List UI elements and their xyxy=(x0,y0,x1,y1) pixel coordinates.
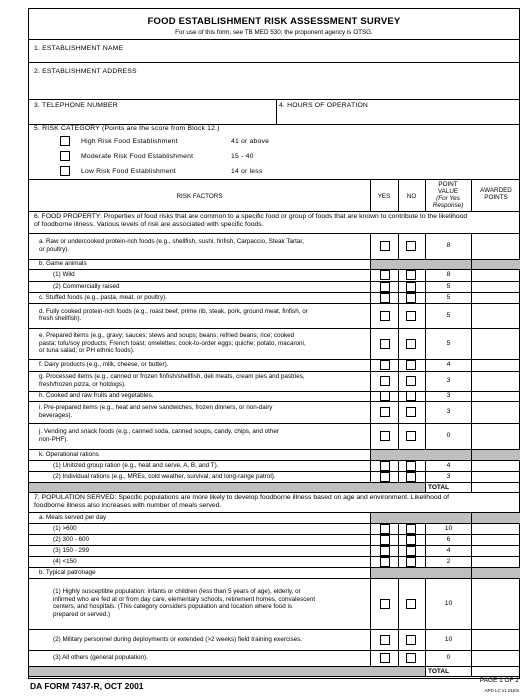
section-7-intro: 7. POPULATION SERVED: Specific populations are more likely to develop foodborne illness based on age and environment. Likelihood of foodborne illness also increases with number of meals served. xyxy=(34,494,449,509)
total-label: TOTAL xyxy=(428,668,450,675)
risk-factor-text: (2) Military personnel during deployments or extended (>2 weeks) field training exercises. xyxy=(53,635,303,643)
block-1-label: 1. ESTABLISHMENT NAME xyxy=(34,45,124,52)
point-value: 5 xyxy=(446,339,451,347)
risk-factor-text: (2) Commercially raised xyxy=(53,282,120,290)
risk-factor-text: f. Dairy products (e.g., milk, cheese, or butter). xyxy=(39,361,169,369)
table-row xyxy=(29,371,370,391)
yes-checkbox[interactable] xyxy=(380,557,390,567)
table-row xyxy=(29,629,370,650)
risk-factors-header: RISK FACTORS xyxy=(176,193,223,200)
risk-factor-text: (4) <150 xyxy=(53,557,77,565)
risk-factor-text: b. Game animals xyxy=(39,260,87,268)
point-value: 8 xyxy=(446,242,451,249)
point-value: 0 xyxy=(446,654,451,661)
table-row xyxy=(29,471,370,482)
high-risk-checkbox[interactable] xyxy=(60,136,70,146)
yes-header: YES xyxy=(377,193,391,200)
low-risk-range: 14 or less xyxy=(231,168,263,175)
table-row xyxy=(29,391,370,401)
no-checkbox[interactable] xyxy=(406,241,416,251)
awarded-points-field[interactable] xyxy=(472,303,520,328)
point-value: 0 xyxy=(446,432,451,439)
point-value: 10 xyxy=(444,599,453,607)
risk-factor-text: (1) Wild xyxy=(53,271,75,279)
table-row xyxy=(29,269,370,281)
block-2-label: 2. ESTABLISHMENT ADDRESS xyxy=(34,68,137,75)
risk-factor-text: c. Stuffed foods (e.g., pasta, meat, or poultry). xyxy=(39,293,167,301)
yes-checkbox[interactable] xyxy=(380,391,390,401)
point-value: 2 xyxy=(446,557,451,565)
point-value: 5 xyxy=(446,282,451,290)
page-number: PAGE 1 OF 2 xyxy=(479,677,519,684)
no-checkbox[interactable] xyxy=(406,653,416,663)
awarded-points-field[interactable] xyxy=(472,534,520,545)
table-row xyxy=(29,292,370,303)
awarded-points-field[interactable] xyxy=(472,423,520,449)
block-4-label: 4. HOURS OF OPERATION xyxy=(279,102,369,109)
shaded-cell xyxy=(371,450,471,460)
yes-checkbox[interactable] xyxy=(380,653,390,663)
total-shading xyxy=(29,667,425,676)
yes-checkbox[interactable] xyxy=(380,407,390,417)
awarded-points-field[interactable] xyxy=(472,328,520,359)
telephone-field[interactable] xyxy=(29,111,275,123)
shaded-cell xyxy=(472,260,520,269)
form-version: APD LC v1.01ES xyxy=(484,688,519,693)
no-checkbox[interactable] xyxy=(406,635,416,645)
point-value: 10 xyxy=(444,635,453,643)
awarded-points-field[interactable] xyxy=(472,578,520,629)
awarded-points-field[interactable] xyxy=(472,523,520,534)
table-row xyxy=(29,567,370,578)
low-risk-label: Low Risk Food Establishment xyxy=(81,168,176,175)
risk-factor-text: (3) All others (general population). xyxy=(53,654,148,662)
no-checkbox[interactable] xyxy=(406,472,416,482)
risk-factor-text: d. Fully cooked protein-rich foods (e.g., roast beef, prime rib, steak, pork, ground meat, finfish, or fresh shellfish). xyxy=(39,307,308,323)
yes-checkbox[interactable] xyxy=(380,431,390,441)
point-value: 5 xyxy=(446,311,451,319)
establishment-address-field[interactable] xyxy=(29,77,519,99)
point-value: 8 xyxy=(446,271,451,278)
risk-factor-text: g. Processed items (e.g., canned or frozen finfish/shellfish, deli meats, cream pies and pastries, fresh/frozen pizza, or hotdogs). xyxy=(39,373,305,388)
yes-checkbox[interactable] xyxy=(380,360,390,370)
shaded-cell xyxy=(472,568,520,578)
no-checkbox[interactable] xyxy=(406,360,416,370)
point-value: 3 xyxy=(446,408,451,415)
table-row xyxy=(29,449,370,460)
yes-checkbox[interactable] xyxy=(380,311,390,321)
total-field[interactable] xyxy=(472,666,520,676)
table-row xyxy=(29,328,370,359)
no-checkbox[interactable] xyxy=(406,270,416,280)
block-3-label: 3. TELEPHONE NUMBER xyxy=(34,102,118,109)
point-value: 5 xyxy=(446,293,451,301)
table-row xyxy=(29,534,370,545)
high-risk-label: High Risk Food Establishment xyxy=(81,138,178,145)
awarded-points-field[interactable] xyxy=(472,269,520,281)
form-subtitle: For use of this form, see TB MED 530; the proponent agency is OTSG. xyxy=(175,29,373,36)
table-row xyxy=(29,512,370,523)
table-row xyxy=(29,281,370,292)
shaded-cell xyxy=(472,450,520,460)
yes-checkbox[interactable] xyxy=(380,546,390,556)
risk-factor-text: a. Raw or undercooked protein-rich foods (e.g., shellfish, sushi, finfish, Carpaccio, Steak Tartar, or poultry). xyxy=(39,238,304,253)
moderate-risk-range: 15 - 40 xyxy=(231,153,254,160)
risk-factor-text: (1) >600 xyxy=(53,524,77,532)
yes-checkbox[interactable] xyxy=(380,270,390,280)
awarded-points-field[interactable] xyxy=(472,401,520,423)
no-checkbox[interactable] xyxy=(406,339,416,349)
table-row xyxy=(29,460,370,471)
risk-factor-text: k. Operational rations xyxy=(39,450,99,458)
no-checkbox[interactable] xyxy=(406,535,416,545)
high-risk-range: 41 or above xyxy=(231,138,270,145)
risk-assessment-form xyxy=(28,8,520,679)
no-checkbox[interactable] xyxy=(406,311,416,321)
no-checkbox[interactable] xyxy=(406,461,416,471)
table-row xyxy=(29,423,370,449)
no-checkbox[interactable] xyxy=(406,293,416,303)
no-checkbox[interactable] xyxy=(406,599,416,609)
total-label: TOTAL xyxy=(428,484,450,491)
point-value: 10 xyxy=(444,524,453,532)
risk-factor-text: e. Prepared items (e.g., gravy; sauces; stews and soups; beans; refried beans; rice; cooked pasta; tofu/soy products; French toast; omelettes; cook-to-order eggs; quiche; potato, macaroni, or tuna salad; or PH ethnic foods). xyxy=(39,332,306,355)
risk-factor-text: (3) 150 - 299 xyxy=(53,546,90,554)
table-row xyxy=(29,259,370,269)
yes-checkbox[interactable] xyxy=(380,376,390,386)
table-row xyxy=(29,401,370,423)
hours-field[interactable] xyxy=(278,111,519,123)
block-5-label: 5. RISK CATEGORY (Points are the score from Block 12.) xyxy=(34,125,220,132)
awarded-points-field[interactable] xyxy=(472,391,520,401)
yes-checkbox[interactable] xyxy=(380,635,390,645)
table-row xyxy=(29,359,370,371)
awarded-points-field[interactable] xyxy=(472,233,520,259)
no-checkbox[interactable] xyxy=(406,524,416,534)
shaded-cell xyxy=(371,568,471,578)
yes-checkbox[interactable] xyxy=(380,339,390,349)
no-checkbox[interactable] xyxy=(406,391,416,401)
form-id: DA FORM 7437-R, OCT 2001 xyxy=(30,681,144,691)
risk-factor-text: a. Meals served per day xyxy=(39,513,107,521)
awarded-points-field[interactable] xyxy=(472,359,520,371)
table-row xyxy=(29,523,370,534)
yes-checkbox[interactable] xyxy=(380,461,390,471)
awarded-points-field[interactable] xyxy=(472,292,520,303)
no-checkbox[interactable] xyxy=(406,282,416,292)
awarded-points-field[interactable] xyxy=(472,371,520,391)
table-row xyxy=(29,556,370,567)
yes-checkbox[interactable] xyxy=(380,282,390,292)
risk-factor-text: i. Pre-prepared items (e.g., heat and serve sandwiches, frozen dinners, or non-dairy beverages). xyxy=(39,404,273,419)
low-risk-checkbox[interactable] xyxy=(60,166,70,176)
total-field[interactable] xyxy=(472,482,520,492)
point-value: 4 xyxy=(446,361,451,368)
awarded-points-field[interactable] xyxy=(472,629,520,650)
risk-factor-text: h. Cooked and raw fruits and vegetables. xyxy=(39,392,154,400)
shaded-cell xyxy=(472,513,520,523)
awarded-points-field[interactable] xyxy=(472,650,520,666)
table-row xyxy=(29,303,370,328)
awarded-points-field[interactable] xyxy=(472,471,520,482)
yes-checkbox[interactable] xyxy=(380,535,390,545)
risk-factor-text: (1) Highly susceptible population: infants or children (less than 5 years of age), elderly, or infirmed who are fed at or from day care, elementary schools, retirement homes, convalescent centers, and hospitals. (This category considers population and location where food is prepared or served.) xyxy=(53,588,316,619)
no-checkbox[interactable] xyxy=(406,546,416,556)
awarded-points-field[interactable] xyxy=(472,556,520,567)
yes-checkbox[interactable] xyxy=(380,524,390,534)
point-value: 3 xyxy=(446,377,451,384)
no-checkbox[interactable] xyxy=(406,431,416,441)
risk-factor-text: j. Vending and snack foods (e.g., canned soda, canned soups, candy, chips, and other non-PHF). xyxy=(39,428,280,443)
shaded-cell xyxy=(371,260,471,269)
yes-checkbox[interactable] xyxy=(380,293,390,303)
table-row xyxy=(29,650,370,666)
point-value: 6 xyxy=(446,535,451,543)
no-header: NO xyxy=(406,193,417,200)
yes-checkbox[interactable] xyxy=(380,241,390,251)
awarded-points-field[interactable] xyxy=(472,460,520,471)
no-checkbox[interactable] xyxy=(406,376,416,386)
moderate-risk-label: Moderate Risk Food Establishment xyxy=(81,153,194,160)
no-checkbox[interactable] xyxy=(406,407,416,417)
moderate-risk-checkbox[interactable] xyxy=(60,151,70,161)
point-value-header: POINT VALUE (For Yes Response) xyxy=(432,181,464,209)
yes-checkbox[interactable] xyxy=(380,472,390,482)
section-6-intro: 6. FOOD PROPERTY: Properties of food risks that are common to a specific food or group of foods that are known to contribute to the likelihood of foodborne illness. Various levels of risk are associated with specific foods. xyxy=(34,213,468,228)
total-shading xyxy=(29,483,425,492)
point-value: 3 xyxy=(446,392,451,399)
table-row xyxy=(29,578,370,629)
table-row xyxy=(29,545,370,556)
shaded-cell xyxy=(371,513,471,523)
point-value: 4 xyxy=(446,461,451,469)
risk-factor-text: (2) 300 - 600 xyxy=(53,535,90,543)
risk-factor-text: b. Typical patronage xyxy=(39,568,96,576)
table-row xyxy=(29,233,370,259)
yes-checkbox[interactable] xyxy=(380,599,390,609)
risk-factor-text: (2) Individual rations (e.g., MREs, cold weather, survival, and long-range patrol). xyxy=(53,472,276,480)
awarded-points-field[interactable] xyxy=(472,545,520,556)
point-value: 4 xyxy=(446,546,451,554)
awarded-points-header: AWARDED POINTS xyxy=(480,187,512,201)
point-value: 3 xyxy=(446,472,451,480)
no-checkbox[interactable] xyxy=(406,557,416,567)
awarded-points-field[interactable] xyxy=(472,281,520,292)
risk-factor-text: (1) Unitized group ration (e.g., heat and serve, A, B, and T). xyxy=(53,461,219,469)
form-title: FOOD ESTABLISHMENT RISK ASSESSMENT SURVEY xyxy=(147,16,401,27)
